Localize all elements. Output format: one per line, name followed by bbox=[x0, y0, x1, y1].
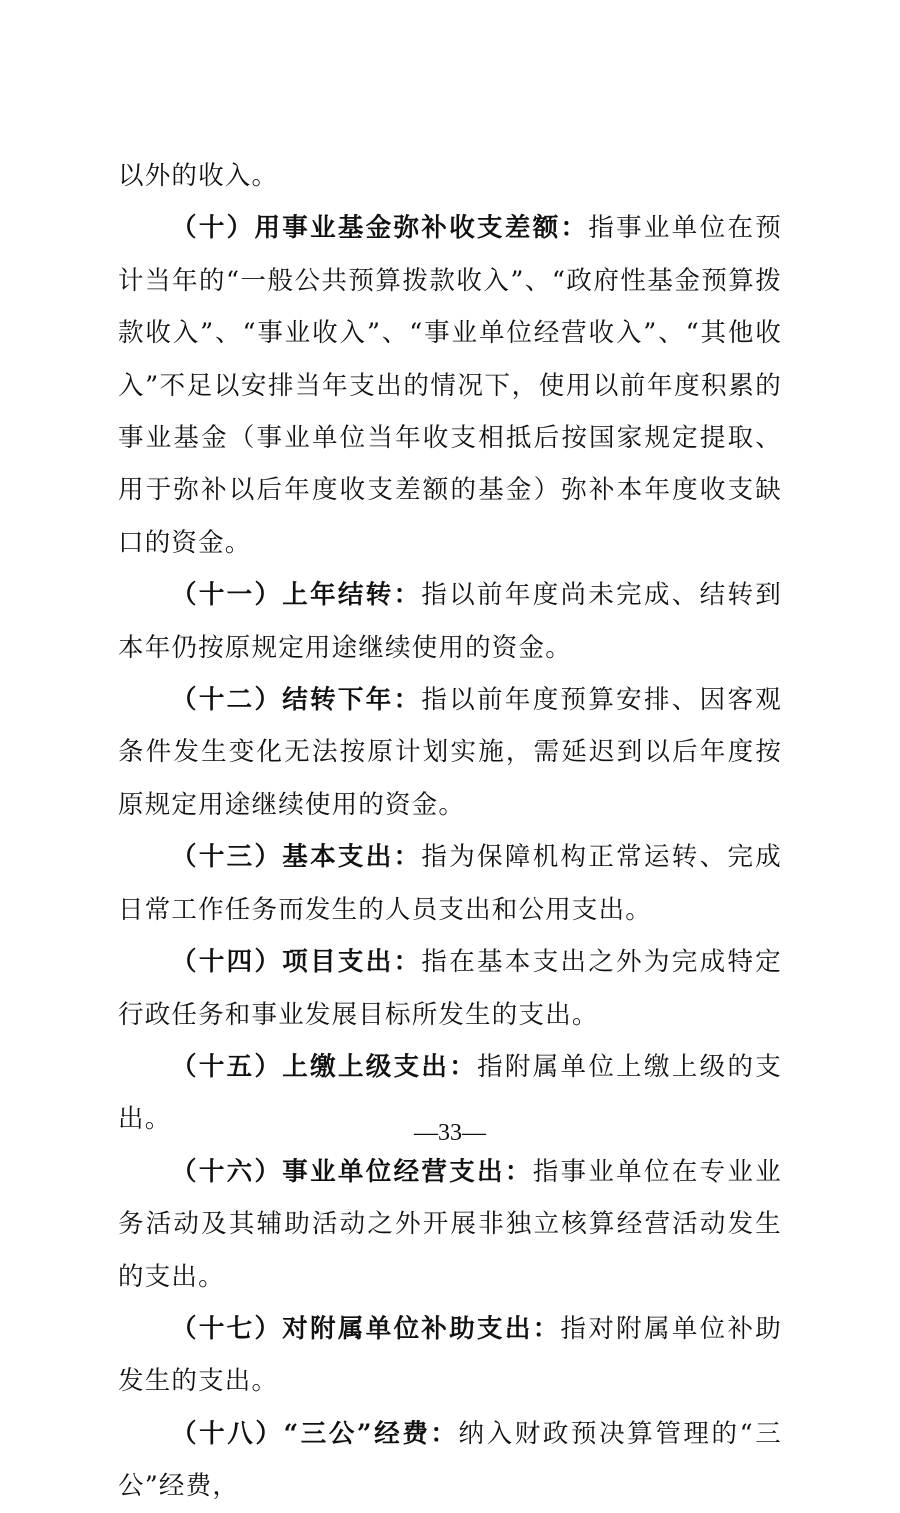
term-heading: （十四）项目支出： bbox=[171, 947, 422, 978]
definition-text: 指事业单位在专业业务活动及其辅助活动之外开展非独立核算经营活动发生的支出。 bbox=[118, 1156, 782, 1292]
paragraph-18 bbox=[118, 1408, 782, 1513]
paragraph-14 bbox=[118, 936, 782, 1041]
page-number: —33— bbox=[414, 1120, 486, 1146]
paragraph-13 bbox=[118, 831, 782, 936]
continuation-paragraph: 以外的收入。 bbox=[118, 161, 279, 191]
definition-text: 指事业单位在预计当年的“一般公共预算拨款收入”、“政府性基金预算拨款收入”、“事业收入”、“事业单位经营收入”、“其他收入”不足以安排当年支出的情况下，使用以前年度积累的事业基金（事业单位当年收支相抵后按国家规定提取、用于弥补以后年度收支差额的基金）弥补本年度收支缺口的资金。 bbox=[118, 213, 782, 558]
term-heading: （十二）结转下年： bbox=[171, 685, 422, 716]
definition-text: 指在基本支出之外为完成特定行政任务和事业发展目标所发生的支出。 bbox=[118, 947, 782, 1030]
definition-text: 指附属单位上缴上级的支出。 bbox=[118, 1051, 782, 1135]
term-heading: （十五）上缴上级支出： bbox=[171, 1051, 478, 1082]
term-heading: （十六）事业单位经营支出： bbox=[171, 1156, 533, 1187]
term-heading: （十一）上年结转： bbox=[171, 580, 422, 611]
term-heading: （十八）“三公”经费： bbox=[171, 1418, 459, 1449]
definition-text: 指以前年度尚未完成、结转到本年仍按原规定用途继续使用的资金。 bbox=[118, 580, 782, 663]
definition-text: 指对附属单位补助发生的支出。 bbox=[118, 1313, 782, 1397]
page-body bbox=[118, 150, 782, 1513]
definition-text: 指为保障机构正常运转、完成日常工作任务而发生的人员支出和公用支出。 bbox=[118, 842, 782, 925]
term-heading: （十七）对附属单位补助支出： bbox=[171, 1313, 561, 1344]
paragraph-16 bbox=[118, 1146, 782, 1303]
term-heading: （十）用事业基金弥补收支差额： bbox=[171, 213, 589, 244]
term-heading: （十三）基本支出： bbox=[171, 842, 422, 873]
paragraph-11 bbox=[118, 569, 782, 674]
paragraph-17 bbox=[118, 1303, 782, 1408]
paragraph-12 bbox=[118, 674, 782, 831]
paragraph-10 bbox=[118, 202, 782, 569]
definition-text: 纳入财政预决算管理的“三公”经费， bbox=[118, 1418, 782, 1502]
definition-text: 指以前年度预算安排、因客观条件发生变化无法按原计划实施，需延迟到以后年度按原规定用途继续使用的资金。 bbox=[118, 685, 782, 820]
